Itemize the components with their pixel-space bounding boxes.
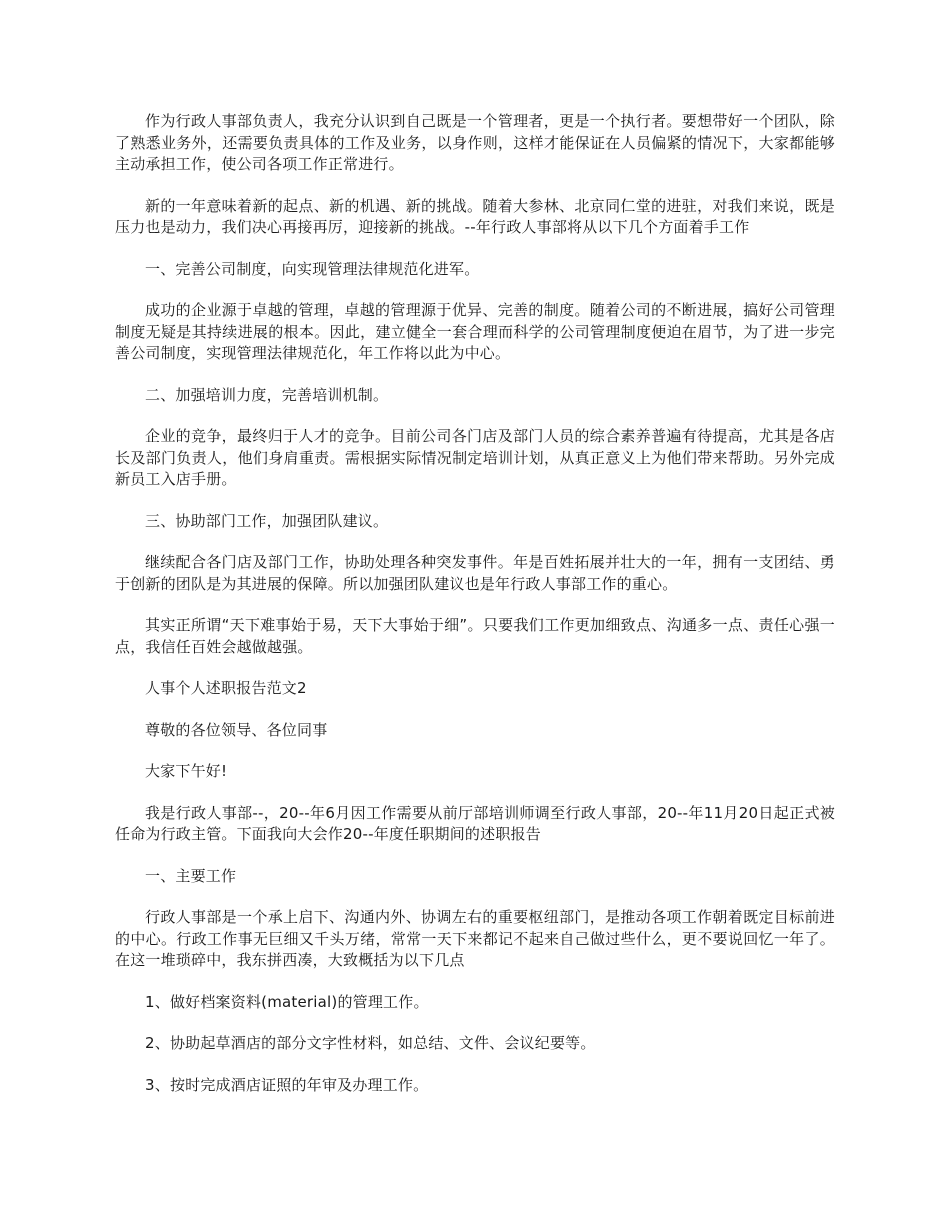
paragraph-self-introduction: 我是行政人事部--，20--年6月因工作需要从前厅部培训师调至行政人事部，20--年11月20日起正式被任命为行政主管。下面我向大会作20--年度任职期间的述职报告 (115, 803, 835, 843)
heading-section-1: 一、完善公司制度，向实现管理法律规范化进军。 (145, 259, 480, 278)
heading-section-2: 二、加强培训力度，完善培训机制。 (145, 385, 389, 404)
paragraph-conclusion: 其实正所谓“天下难事始于易，天下大事始于细”。只要我们工作更加细致点、沟通多一点、责任心强一点，我信任百姓会越做越强。 (115, 616, 835, 656)
greeting: 大家下午好! (145, 762, 228, 780)
list-item-1: 1、做好档案资料(material)的管理工作。 (145, 992, 429, 1011)
heading-section-3: 三、协助部门工作，加强团队建议。 (145, 511, 389, 530)
heading-sample-2: 人事个人述职报告范文2 (145, 679, 307, 697)
paragraph-training: 企业的竞争，最终归于人才的竞争。目前公司各门店及部门人员的综合素养普遍有待提高，尤其是各店长及部门负责人，他们身肩重责。需根据实际情况制定培训计划，从真正意义上为他们带来帮助。另外完成新员工入店手册。 (115, 427, 835, 488)
paragraph-department-role: 行政人事部是一个承上启下、沟通内外、协调左右的重要枢纽部门，是推动各项工作朝着既定目标前进的中心。行政工作事无巨细又千头万绪，常常一天下来都记不起来自己做过些什么，更不要说回忆一年了。在这一堆琐碎中，我东拼西凑，大致概括为以下几点 (115, 908, 835, 969)
document-body (115, 111, 835, 1116)
salutation: 尊敬的各位领导、各位同事 (145, 720, 328, 739)
paragraph-management-system: 成功的企业源于卓越的管理，卓越的管理源于优异、完善的制度。随着公司的不断进展，搞好公司管理制度无疑是其持续进展的根本。因此，建立健全一套合理而科学的公司管理制度便迫在眉节，为了进一步完善公司制度，实现管理法律规范化，年工作将以此为中心。 (115, 301, 835, 362)
list-item-3: 3、按时完成酒店证照的年审及办理工作。 (145, 1075, 429, 1094)
paragraph-team: 继续配合各门店及部门工作，协助处理各种突发事件。年是百姓拓展并壮大的一年，拥有一支团结、勇于创新的团队是为其进展的保障。所以加强团队建议也是年行政人事部工作的重心。 (115, 553, 835, 593)
list-item-2: 2、协助起草酒店的部分文字性材料，如总结、文件、会议纪要等。 (145, 1034, 596, 1052)
paragraph-intro-responsibility: 作为行政人事部负责人，我充分认识到自己既是一个管理者，更是一个执行者。要想带好一个团队，除了熟悉业务外，还需要负责具体的工作及业务，以身作则，这样才能保证在人员偏紧的情况下，大家都能够主动承担工作，使公司各项工作正常进行。 (115, 112, 835, 173)
heading-main-work: 一、主要工作 (145, 866, 237, 885)
paragraph-new-year: 新的一年意味着新的起点、新的机遇、新的挑战。随着大参林、北京同仁堂的进驻，对我们来说，既是压力也是动力，我们决心再接再厉，迎接新的挑战。--年行政人事部将从以下几个方面着手工作 (115, 196, 835, 236)
